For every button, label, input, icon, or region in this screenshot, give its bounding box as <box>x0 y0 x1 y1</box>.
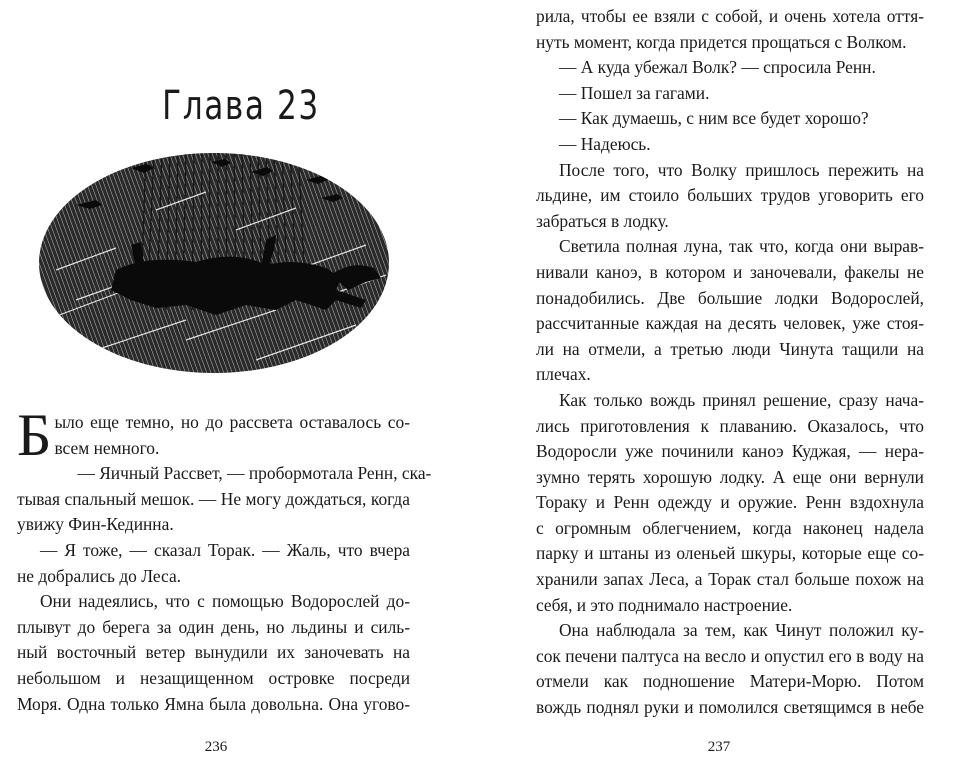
text-line: хранили запах Леса, а Торак стал больше похож на <box>536 569 924 590</box>
text-line: вождь поднял руки и помолился светящимся в небе <box>536 697 924 718</box>
text-line: нивали каноэ, в котором и заночевали, факелы не <box>536 261 924 282</box>
text-line: рила, чтобы ее взяли с собой, и очень хотела оття- <box>536 6 924 26</box>
text-line: сок печени палтуса на весло и опустил его в воду на <box>536 645 924 666</box>
text-line: Светила полная луна, так что, когда они вырав- <box>559 236 924 257</box>
text-line: ыло еще темно, но до рассвета оставалось со- <box>54 412 410 432</box>
text-line: забраться в лодку. <box>536 210 669 231</box>
text-line: плечах. <box>536 364 591 385</box>
text-line: парку и штаны из оленьей шкуры, которые еще со- <box>536 543 924 564</box>
text-line: рассчитанные каждая на десять человек, уже стоя- <box>536 313 924 334</box>
text-line: — Я тоже, — сказал Торак. — Жаль, что вчера <box>40 539 410 560</box>
text-line: — Как думаешь, с ним все будет хорошо? <box>559 108 869 129</box>
text-line: Они надеялись, что с помощью Водорослей до- <box>40 591 410 612</box>
text-line: с огромным облегчением, когда наконец надела <box>536 517 924 538</box>
text-line: отмели как подношение Матери-Морю. Потом <box>536 671 924 692</box>
text-line: — А куда убежал Волк? — спросила Ренн. <box>559 57 876 78</box>
text-line: не добрались до Леса. <box>17 565 182 586</box>
right-page <box>482 0 964 772</box>
text-line: — Надеюсь. <box>559 133 651 154</box>
text-line: понадобились. Две большие лодки Водорослей, <box>536 287 924 308</box>
text-line: ный восточный ветер вынудили их заночевать на <box>17 642 410 663</box>
text-line: плывут до берега за один день, но льдины и силь- <box>17 616 410 637</box>
text-line: всем немного. <box>54 437 160 458</box>
text-line: Водоросли уже починили каноэ Куджая, — нера- <box>536 441 924 462</box>
text-line: лись приготовления к плаванию. Оказалось, что <box>536 415 924 436</box>
text-line: небольшом и незащищенном островке посреди <box>17 667 410 688</box>
left-page-text <box>17 402 432 717</box>
page-number: 236 <box>204 739 228 755</box>
text-line: Как только вождь принял решение, сразу нача- <box>559 389 924 410</box>
text-line: нуть момент, когда придется прощаться с Волком. <box>536 31 907 52</box>
text-line: Она наблюдала за тем, как Чинут положил ку- <box>559 620 924 641</box>
text-line: льдине, им стоило больших трудов уговорить его <box>536 185 924 206</box>
chapter-illustration-deer-and-birds <box>36 150 392 376</box>
text-line: ли на отмели, а третью люди Чинута тащили на <box>536 338 924 359</box>
page-number: 237 <box>707 739 731 755</box>
text-line: тывая спальный мешок. — Не могу дождаться, когда <box>17 488 410 509</box>
text-line: Моря. Одна только Ямна была довольна. Она угово- <box>17 693 410 714</box>
text-line: увижу Фин-Кединна. <box>17 514 174 535</box>
right-page-text <box>536 4 924 721</box>
text-line: зумно терять хорошую лодку. А еще они вернули <box>536 466 924 487</box>
text-line: Тораку и Ренн одежду и оружие. Ренн вздохнула <box>536 492 924 513</box>
text-line: — Яичный Рассвет, — пробормотала Ренн, ска- <box>77 463 432 484</box>
text-line: После того, что Волку пришлось пережить на <box>559 159 924 180</box>
text-line: себя, и это поднимало настроение. <box>536 594 793 615</box>
drop-cap: Б <box>17 402 52 468</box>
text-line: — Пошел за гагами. <box>559 82 710 103</box>
chapter-title: Глава 23 <box>162 83 320 129</box>
